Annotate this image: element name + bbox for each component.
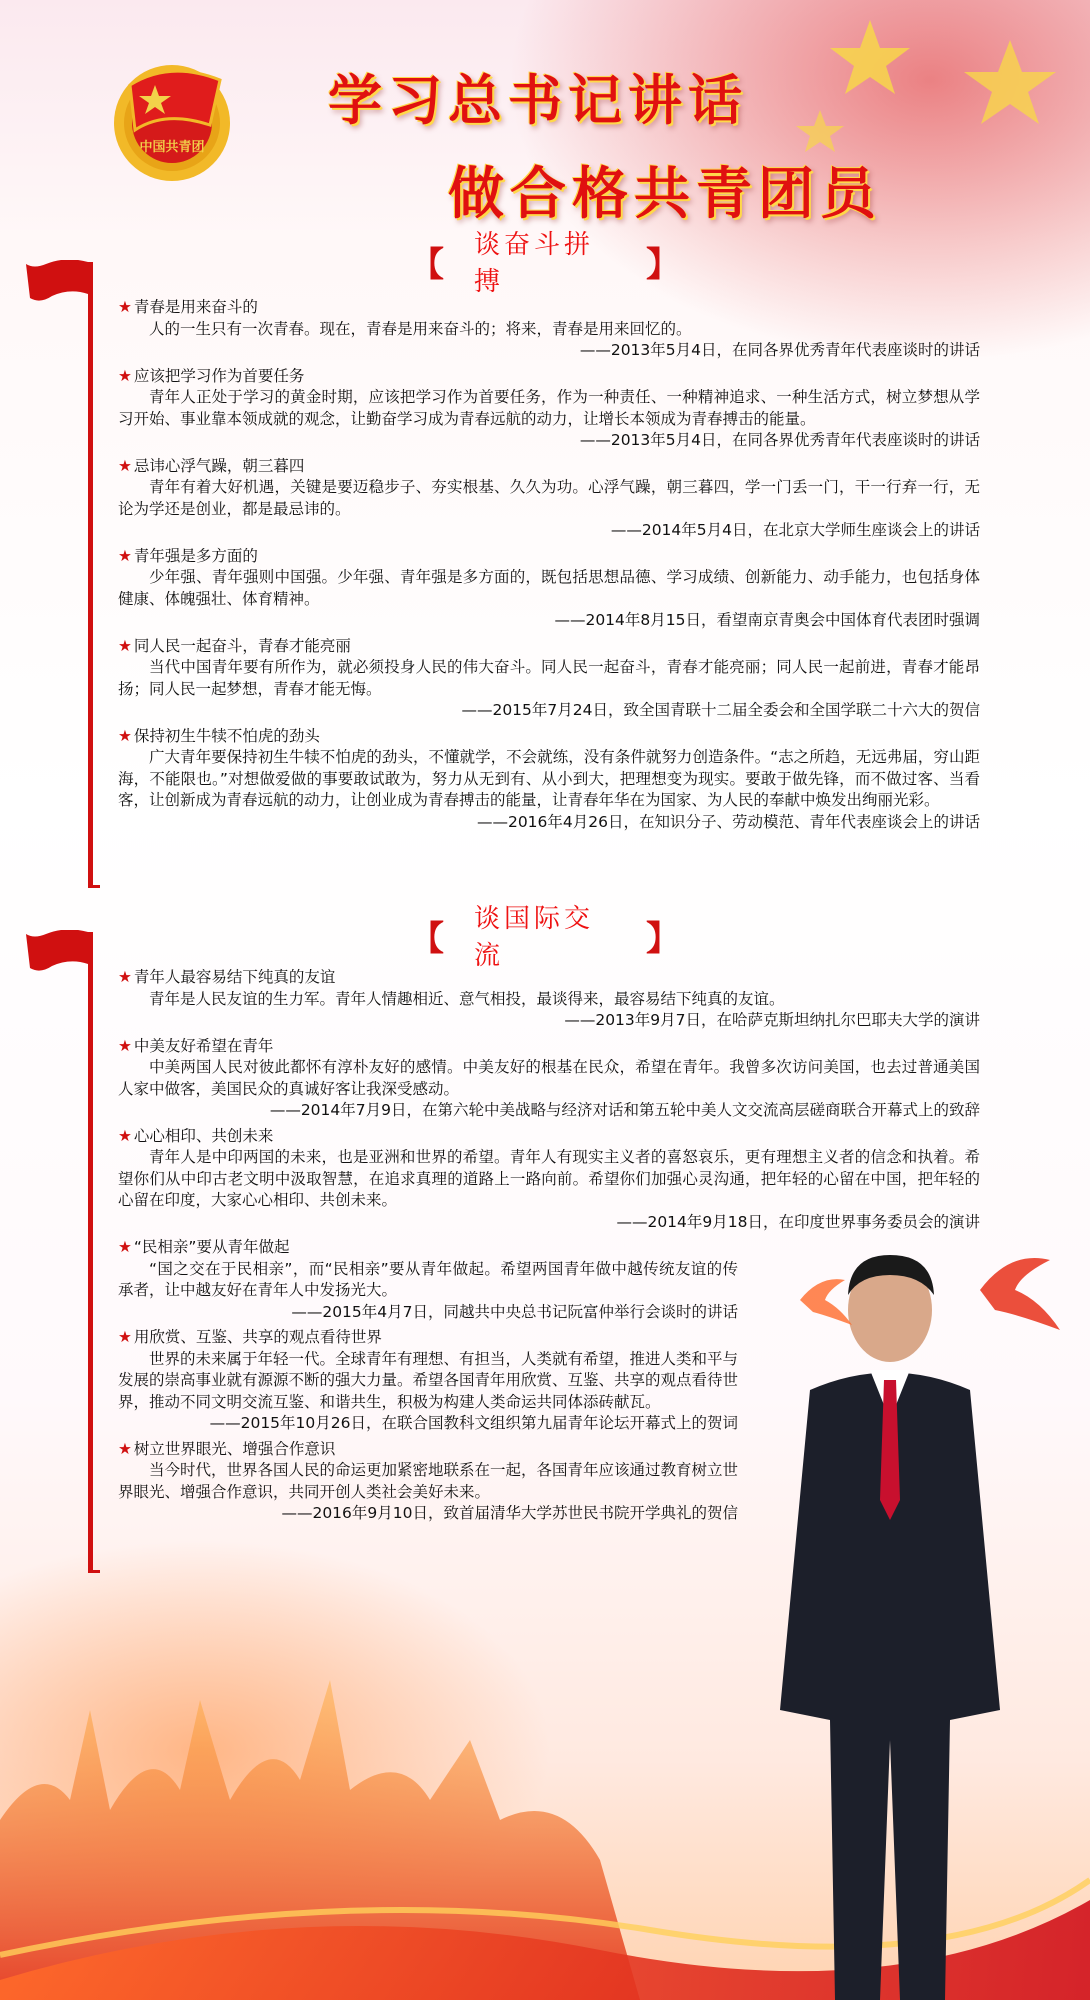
flag-icon: [26, 260, 96, 302]
list-item: [118, 967, 980, 1032]
item-body: 青年人正处于学习的黄金时期，应该把学习作为首要任务，作为一种责任、一种精神追求、一种生活方式，树立梦想从学习开始、事业靠本领成就的观念，让勤奋学习成为青春远航的动力，让增长本领成为青春搏击的能量。: [118, 388, 980, 428]
list-item: [118, 1439, 980, 1525]
star-icon: ★: [118, 298, 132, 316]
item-body: 青年有着大好机遇，关键是要迈稳步子、夯实根基、久久为功。心浮气躁，朝三暮四，学一门丢一门，干一行弃一行，无论为学还是创业，都是最忌讳的。: [118, 478, 980, 518]
star-icon: ★: [118, 1036, 132, 1055]
star-icon: ★: [118, 366, 132, 385]
item-title-row: [118, 967, 980, 989]
star-icon: ★: [118, 1238, 132, 1256]
flag-icon: [26, 930, 96, 972]
item-list: [118, 967, 980, 1529]
list-item: [118, 1126, 980, 1234]
section-rule: [88, 262, 93, 887]
section-heading: [410, 904, 680, 971]
item-title: 青年强是多方面的: [133, 546, 258, 565]
item-title: 忌讳心浮气躁，朝三暮四: [133, 456, 305, 475]
item-source: ——2013年5月4日，在同各界优秀青年代表座谈时的讲话: [579, 341, 980, 359]
star-icon: ★: [118, 968, 132, 986]
item-body: 广大青年要保持初生牛犊不怕虎的劲头，不懂就学，不会就练，没有条件就努力创造条件。“志之所趋，无远弗届，穷山距海，不能限也。”对想做爱做的事要敢试敢为，努力从无到有、从小到大，把理想变为现实。要敢于做先锋，而不做过客、当看客，让创新成为青春远航的动力，让创业成为青春搏击的能量，让青春年华在为国家、为人民的奉献中焕发出绚丽光彩。: [118, 748, 980, 809]
star-icon: ★: [118, 1439, 132, 1458]
section-rule: [88, 932, 93, 1572]
item-source: ——2014年5月4日，在北京大学师生座谈会上的讲话: [610, 521, 980, 539]
item-source: ——2013年9月7日，在哈萨克斯坦纳扎尔巴耶夫大学的演讲: [564, 1011, 980, 1029]
item-source: ——2015年10月26日，在联合国教科文组织第九届青年论坛开幕式上的贺词: [209, 1414, 738, 1432]
item-source: ——2015年4月7日，同越共中央总书记阮富仲举行会谈时的讲话: [291, 1302, 738, 1321]
section-title: 谈国际交流: [474, 904, 595, 971]
item-title-row: [118, 1126, 980, 1148]
item-body: “国之交在于民相亲”，而“民相亲”要从青年做起。希望两国青年做中越传统友谊的传承者，让中越友好在青年人中发扬光大。: [118, 1259, 738, 1299]
item-body: 人的一生只有一次青春。现在，青春是用来奋斗的；将来，青春是用来回忆的。: [149, 319, 692, 338]
item-title: 心心相印、共创未来: [133, 1126, 274, 1145]
bracket-left: 【: [410, 244, 444, 285]
list-item: [118, 1237, 980, 1323]
list-item: [118, 546, 980, 632]
item-title: 树立世界眼光、增强合作意识: [133, 1439, 336, 1458]
bracket-right: 】: [646, 244, 680, 285]
item-title: 青年人最容易结下纯真的友谊: [133, 968, 336, 986]
star-icon: ★: [118, 546, 132, 565]
bracket-right: 】: [646, 918, 680, 959]
section-rule-end: [88, 1570, 100, 1573]
item-title-row: [118, 1036, 980, 1058]
item-title-row: [118, 1327, 980, 1349]
item-list: [118, 297, 980, 837]
item-title-row: [118, 726, 980, 748]
item-title-row: [118, 636, 980, 658]
star-icon: ★: [118, 726, 132, 745]
item-source: ——2013年5月4日，在同各界优秀青年代表座谈时的讲话: [579, 431, 980, 449]
item-title-row: [118, 366, 980, 388]
list-item: [118, 297, 980, 362]
item-body: 少年强、青年强则中国强。少年强、青年强是多方面的，既包括思想品德、学习成绩、创新能力、动手能力，也包括身体健康、体魄强壮、体育精神。: [118, 568, 980, 608]
page-title-line2: 做合格共青团员: [448, 161, 882, 227]
item-title: 应该把学习作为首要任务: [133, 366, 305, 385]
item-source: ——2014年8月15日，看望南京青奥会中国体育代表团时强调: [554, 611, 980, 629]
section-rule-end: [88, 885, 100, 888]
youth-league-emblem-icon: [110, 55, 235, 185]
star-icon: ★: [118, 456, 132, 475]
list-item: [118, 726, 980, 834]
item-body: 当今时代，世界各国人民的命运更加紧密地联系在一起，各国青年应该通过教育树立世界眼光、增强合作意识，共同开创人类社会美好未来。: [118, 1461, 739, 1501]
item-source: ——2014年9月18日，在印度世界事务委员会的演讲: [616, 1212, 980, 1231]
item-body: 当代中国青年要有所作为，就必须投身人民的伟大奋斗。同人民一起奋斗，青春才能亮丽；同人民一起前进，青春才能昂扬；同人民一起梦想，青春才能无悔。: [118, 658, 980, 698]
item-title: 同人民一起奋斗，青春才能亮丽: [133, 636, 351, 655]
star-icon: ★: [118, 636, 132, 655]
item-title-row: [118, 456, 980, 478]
section-title: 谈奋斗拼搏: [474, 230, 595, 297]
item-title-row: [118, 1439, 980, 1461]
item-title-row: [118, 546, 980, 568]
list-item: [118, 456, 980, 542]
list-item: [118, 636, 980, 722]
item-title: 用欣赏、互鉴、共享的观点看待世界: [133, 1328, 382, 1346]
item-title: 中美友好希望在青年: [133, 1036, 274, 1055]
emblem-text: 中国共青团: [139, 140, 205, 155]
list-item: [118, 1327, 980, 1435]
item-source: ——2014年7月9日，在第六轮中美战略与经济对话和第五轮中美人文交流高层磋商联合开幕式上的致辞: [269, 1101, 980, 1119]
item-title: 青春是用来奋斗的: [133, 298, 258, 316]
item-source: ——2015年7月24日，致全国青联十二届全委会和全国学联二十六大的贺信: [461, 701, 980, 719]
list-item: [118, 1036, 980, 1122]
item-body: 世界的未来属于年轻一代。全球青年有理想、有担当，人类就有希望，推进人类和平与发展的崇高事业就有源源不断的强大力量。希望各国青年用欣赏、互鉴、共享的观点看待世界，推动不同文明交流互鉴、和谐共生，积极为构建人类命运共同体添砖献瓦。: [118, 1349, 739, 1411]
bracket-left: 【: [410, 918, 444, 959]
item-source: ——2016年4月26日，在知识分子、劳动模范、青年代表座谈会上的讲话: [476, 812, 980, 831]
item-title: 保持初生牛犊不怕虎的劲头: [133, 726, 320, 745]
item-title-row: [118, 1237, 980, 1259]
page-title-line1: 学习总书记讲话: [328, 68, 748, 132]
star-icon: ★: [118, 1126, 132, 1145]
crowd-silhouette-decoration: [0, 1560, 1090, 2000]
star-icon: ★: [118, 1328, 132, 1346]
item-body: 青年人是中印两国的未来，也是亚洲和世界的希望。青年人有现实主义者的喜怒哀乐，更有理想主义者的信念和执着。希望你们从中印古老文明中汲取智慧，在追求真理的道路上一路向前。希望你们加强心灵沟通，把年轻的心留在中国，把年轻的心留在印度，大家心心相印、共创未来。: [118, 1148, 980, 1209]
item-body: 中美两国人民对彼此都怀有淳朴友好的感情。中美友好的根基在民众，希望在青年。我曾多次访问美国，也去过普通美国人家中做客，美国民众的真诚好客让我深受感动。: [118, 1058, 980, 1098]
item-title-row: [118, 297, 980, 319]
item-title: “民相亲”要从青年做起: [133, 1238, 290, 1256]
item-body: 青年是人民友谊的生力军。青年人情趣相近、意气相投，最谈得来，最容易结下纯真的友谊。: [149, 989, 785, 1008]
section-heading: [410, 230, 680, 297]
item-source: ——2016年9月10日，致首届清华大学苏世民书院开学典礼的贺信: [281, 1504, 738, 1522]
list-item: [118, 366, 980, 452]
